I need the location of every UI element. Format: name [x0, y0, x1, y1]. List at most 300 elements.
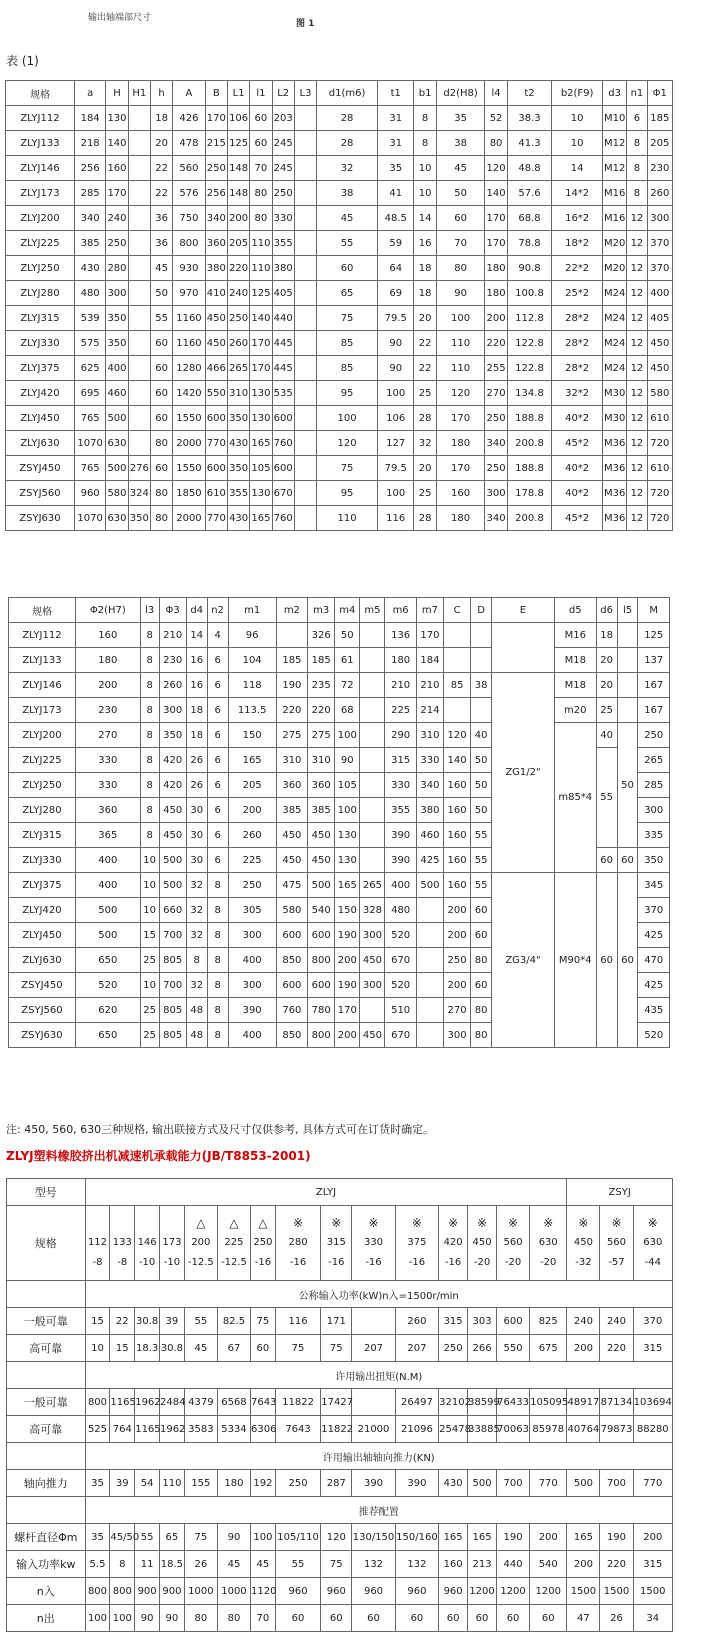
row-label: 一般可靠: [7, 1308, 86, 1335]
table-cell: [352, 1308, 395, 1335]
column-header: m1: [228, 598, 276, 623]
table-cell: 110: [160, 1470, 185, 1497]
table-cell: 207: [352, 1335, 395, 1362]
spec-size: 450: [573, 1237, 593, 1248]
table-cell: 165: [250, 431, 272, 456]
table-cell: 120: [317, 431, 378, 456]
table-cell: 450: [159, 823, 186, 848]
table-cell: 300: [228, 923, 276, 948]
row-label: ZLYJ250: [9, 773, 76, 798]
table-cell: 250: [638, 723, 670, 748]
row-label: n入: [7, 1578, 86, 1605]
table-cell: 200: [444, 898, 471, 923]
spec-ratio: -10: [163, 1257, 181, 1268]
table-cell: 130: [106, 106, 128, 131]
table-cell: 12: [627, 481, 647, 506]
table-cell: 520: [385, 973, 416, 998]
table-cell: 60: [150, 331, 172, 356]
table-cell: 220: [276, 698, 307, 723]
table-cell: 25478: [439, 1416, 468, 1443]
table-cell: 700: [600, 1470, 633, 1497]
table-cell: 276: [128, 456, 150, 481]
table-cell: 310: [276, 748, 307, 773]
table-cell: 470: [638, 948, 670, 973]
table-cell: 600: [308, 973, 335, 998]
table-cell: 50: [335, 623, 360, 648]
table-cell: 265: [227, 356, 249, 381]
table-cell: 260: [395, 1308, 438, 1335]
table-cell: [294, 231, 316, 256]
table-cell: 450: [308, 823, 335, 848]
column-header: n1: [627, 81, 647, 106]
spec-cell: [85, 1206, 110, 1281]
table-row: [6, 506, 673, 531]
table-cell: [444, 698, 471, 723]
spec-cell: [275, 1206, 320, 1281]
table-cell: 6: [207, 773, 228, 798]
table-cell: 22: [110, 1308, 135, 1335]
table-cell: 185: [308, 648, 335, 673]
table-cell: 8: [414, 106, 436, 131]
table-cell: 21096: [395, 1416, 438, 1443]
figure-label: 图 1: [296, 19, 315, 29]
table-cell: 500: [159, 848, 186, 873]
table-cell: 5.5: [85, 1551, 110, 1578]
table-cell: 61: [335, 648, 360, 673]
row-label: 输入功率kw: [7, 1551, 86, 1578]
table-cell: 12: [627, 506, 647, 531]
table-cell: 365: [75, 823, 140, 848]
capacity-table-title: ZLYJ塑料橡胶挤出机减速机承载能力(JB/T8853-2001): [6, 1149, 311, 1163]
table-cell: 25*2: [552, 281, 603, 306]
spec-cell: [184, 1206, 217, 1281]
table-cell: 1200: [468, 1578, 497, 1605]
table-cell: 1200: [497, 1578, 530, 1605]
table-cell: 200: [530, 1524, 567, 1551]
table-cell: 305: [228, 898, 276, 923]
table-cell: 800: [85, 1578, 110, 1605]
table-cell: M24: [602, 281, 626, 306]
table-cell: 136: [385, 623, 416, 648]
table-cell: 610: [205, 481, 227, 506]
table-cell: 315: [633, 1551, 672, 1578]
table-cell: 167: [638, 673, 670, 698]
table-cell: [360, 673, 385, 698]
table-cell: 76433: [497, 1389, 530, 1416]
table-cell: 600: [205, 406, 227, 431]
table-cell: 445: [272, 356, 294, 381]
table-cell: 12: [627, 306, 647, 331]
table-cell: 79.5: [377, 306, 413, 331]
figure-caption: 输出轴端部尺寸: [88, 13, 152, 23]
column-header: l5: [617, 598, 638, 623]
table-cell: 25: [140, 998, 159, 1023]
table-cell: 460: [106, 381, 128, 406]
table-cell: 770: [205, 506, 227, 531]
spec-cell: [497, 1206, 530, 1281]
column-header: d4: [186, 598, 207, 623]
table-cell: 38.3: [507, 106, 552, 131]
model-row: [7, 1179, 673, 1206]
table-cell: 36: [150, 231, 172, 256]
table-cell: 450: [159, 798, 186, 823]
table-cell: 32: [186, 973, 207, 998]
table-cell: 1420: [173, 381, 205, 406]
table-cell: 16*2: [552, 206, 603, 231]
table-row: [7, 1578, 673, 1605]
section-title: 公称输入功率(kW)n入=1500r/min: [85, 1281, 672, 1308]
table-cell: 100: [250, 1524, 275, 1551]
table-cell: 170: [485, 231, 507, 256]
table-cell: 970: [173, 281, 205, 306]
column-header: m6: [385, 598, 416, 623]
table-cell: 720: [647, 506, 672, 531]
table-cell: M30: [602, 406, 626, 431]
table-cell: 600: [276, 973, 307, 998]
table-cell: 100: [377, 381, 413, 406]
table-cell: 170: [205, 106, 227, 131]
table-cell: [294, 106, 316, 131]
table-cell: 20: [596, 648, 617, 673]
table-cell: 148: [227, 181, 249, 206]
table-cell: 130: [250, 481, 272, 506]
spec-cell: [468, 1206, 497, 1281]
table-cell: 850: [276, 1023, 307, 1048]
spec-size: 560: [606, 1237, 627, 1248]
table-cell: 60: [471, 898, 492, 923]
row-label: ZLYJ330: [6, 331, 75, 356]
table-cell: 68.8: [507, 206, 552, 231]
table-cell: 600: [308, 923, 335, 948]
table-cell: 300: [647, 206, 672, 231]
table-cell: 1280: [173, 356, 205, 381]
table-cell: 160: [439, 1551, 468, 1578]
column-header: l1: [250, 81, 272, 106]
table-cell: 45: [217, 1551, 250, 1578]
row-label: 高可靠: [7, 1335, 86, 1362]
table-cell: 6306: [250, 1416, 275, 1443]
table-cell: 22*2: [552, 256, 603, 281]
table-cell: 14*2: [552, 181, 603, 206]
table-cell: 900: [160, 1578, 185, 1605]
table-cell: 35: [85, 1470, 110, 1497]
table-cell: 770: [633, 1470, 672, 1497]
row-label: ZSYJ450: [6, 456, 75, 481]
table-cell: 8: [207, 1023, 228, 1048]
table-cell: 28*2: [552, 331, 603, 356]
spec-cell: [250, 1206, 275, 1281]
table-cell: 535: [272, 381, 294, 406]
table-cell: 300: [360, 973, 385, 998]
table-cell: 40*2: [552, 406, 603, 431]
table-cell: [416, 948, 443, 973]
spec-marker: ※: [331, 1216, 342, 1230]
table-cell: 6: [207, 823, 228, 848]
table-cell: 245: [272, 131, 294, 156]
table-cell: 330: [416, 748, 443, 773]
table-cell: 500: [75, 923, 140, 948]
table-cell: [471, 698, 492, 723]
table-cell: 60: [471, 973, 492, 998]
table-cell: 120: [436, 381, 485, 406]
table-cell: [471, 648, 492, 673]
table-cell: 60: [150, 356, 172, 381]
merged-cell: 60: [617, 873, 638, 1048]
table-cell: 48: [186, 998, 207, 1023]
table-row: [6, 256, 673, 281]
spec-marker: ※: [578, 1216, 589, 1230]
table-cell: 60: [497, 1605, 530, 1632]
table-cell: 150: [228, 723, 276, 748]
table-cell: [360, 648, 385, 673]
table-cell: 760: [272, 506, 294, 531]
table-cell: 180: [436, 506, 485, 531]
spec-marker: [135, 1213, 159, 1233]
table-cell: 55: [184, 1308, 217, 1335]
table-cell: 45/50: [110, 1524, 135, 1551]
table-cell: [444, 648, 471, 673]
table-cell: 16: [186, 673, 207, 698]
table-cell: 214: [416, 698, 443, 723]
table-cell: 805: [159, 948, 186, 973]
table-row: [9, 648, 670, 673]
table-cell: 1070: [74, 431, 105, 456]
table-cell: 550: [205, 381, 227, 406]
spec-ratio: -10: [138, 1257, 156, 1268]
table-cell: 360: [205, 231, 227, 256]
table-cell: [360, 773, 385, 798]
table-cell: 670: [385, 1023, 416, 1048]
table-cell: 160: [106, 156, 128, 181]
table-cell: 2484: [160, 1389, 185, 1416]
table-cell: 450: [360, 948, 385, 973]
table-cell: 12: [627, 406, 647, 431]
table-cell: [128, 256, 150, 281]
table-cell: 127: [377, 431, 413, 456]
table-cell: 170: [250, 356, 272, 381]
table-cell: 88280: [633, 1416, 672, 1443]
table-cell: 660: [159, 898, 186, 923]
column-header: a: [74, 81, 105, 106]
table-cell: 180: [485, 281, 507, 306]
table-cell: 760: [272, 431, 294, 456]
table-cell: 600: [272, 406, 294, 431]
table-cell: [128, 356, 150, 381]
table-cell: 1165: [135, 1416, 160, 1443]
spec-marker: [86, 1213, 110, 1233]
table-cell: 10: [140, 848, 159, 873]
spec-size: 330: [363, 1237, 384, 1248]
table-cell: 450: [276, 848, 307, 873]
table-cell: 500: [159, 873, 186, 898]
table-cell: [128, 206, 150, 231]
table-cell: 25: [414, 481, 436, 506]
table-cell: 180: [436, 431, 485, 456]
table-cell: 87134: [600, 1389, 633, 1416]
table-cell: 32: [414, 431, 436, 456]
table-cell: 18: [596, 623, 617, 648]
table-cell: 12: [627, 456, 647, 481]
row-label: ZLYJ112: [9, 623, 76, 648]
table-cell: 41: [377, 181, 413, 206]
table-cell: 380: [416, 798, 443, 823]
table-cell: 26: [184, 1551, 217, 1578]
row-label: ZLYJ225: [6, 231, 75, 256]
table-cell: 35: [85, 1524, 110, 1551]
table-cell: 33885: [468, 1416, 497, 1443]
table-cell: 80: [471, 948, 492, 973]
table-cell: 50: [471, 773, 492, 798]
table-cell: 330: [75, 773, 140, 798]
table-cell: 31: [377, 106, 413, 131]
table-cell: 500: [75, 898, 140, 923]
table-cell: 200.8: [507, 506, 552, 531]
table-cell: 520: [75, 973, 140, 998]
table-cell: M36: [602, 456, 626, 481]
table-cell: 630: [106, 506, 128, 531]
column-header: m5: [360, 598, 385, 623]
table-cell: 8: [207, 973, 228, 998]
table-cell: 5334: [217, 1416, 250, 1443]
table-cell: 12: [627, 331, 647, 356]
table-cell: 370: [638, 898, 670, 923]
table-cell: 765: [74, 406, 105, 431]
table-cell: 960: [395, 1578, 438, 1605]
table-cell: 16: [186, 648, 207, 673]
merged-cell: m85*4: [554, 723, 596, 873]
table-cell: 55: [275, 1551, 320, 1578]
table-cell: 8: [207, 873, 228, 898]
spec-ratio: -16: [408, 1257, 426, 1268]
table-cell: 113.5: [228, 698, 276, 723]
table-cell: 250: [485, 406, 507, 431]
table-cell: 120: [321, 1524, 352, 1551]
table-cell: 22: [150, 181, 172, 206]
row-label: ZLYJ330: [9, 848, 76, 873]
spec-cell: [439, 1206, 468, 1281]
table-cell: 18: [414, 256, 436, 281]
table-cell: 45: [250, 1551, 275, 1578]
group-header-zlyj: ZLYJ: [85, 1179, 567, 1206]
table-cell: 40764: [567, 1416, 600, 1443]
table-cell: 190: [335, 923, 360, 948]
table1-title: 表 (1): [6, 54, 39, 68]
table-cell: M36: [602, 506, 626, 531]
table-cell: 7643: [275, 1416, 320, 1443]
table-cell: 256: [205, 181, 227, 206]
table-cell: 220: [308, 698, 335, 723]
table-cell: 450: [205, 331, 227, 356]
table-cell: 85978: [530, 1416, 567, 1443]
table-cell: M20: [602, 256, 626, 281]
column-header: Φ3: [159, 598, 186, 623]
table-cell: 26: [186, 773, 207, 798]
table-cell: 39: [110, 1470, 135, 1497]
table-cell: 170: [485, 206, 507, 231]
table-cell: 65: [317, 281, 378, 306]
table-cell: [352, 1389, 395, 1416]
table-cell: 450: [205, 306, 227, 331]
row-label: ZLYJ420: [6, 381, 75, 406]
table-cell: 825: [530, 1308, 567, 1335]
column-header: H: [106, 81, 128, 106]
table-cell: 240: [600, 1308, 633, 1335]
table-cell: 12: [627, 356, 647, 381]
table-header-row: [9, 598, 670, 623]
spec-cell: [321, 1206, 352, 1281]
table-cell: 105/110: [275, 1524, 320, 1551]
table-cell: [416, 1023, 443, 1048]
table-cell: 59: [377, 231, 413, 256]
section-title: 许用输出扭矩(N.M): [85, 1362, 672, 1389]
row-label: ZLYJ173: [6, 181, 75, 206]
section-spacer: [7, 1443, 86, 1470]
spec-cell: [633, 1206, 672, 1281]
table-cell: 54: [135, 1470, 160, 1497]
spec-size: 420: [443, 1237, 463, 1248]
table-cell: 250: [227, 306, 249, 331]
table-cell: 800: [308, 1023, 335, 1048]
spec-ratio: -8: [117, 1257, 128, 1268]
column-header: d1(m6): [317, 81, 378, 106]
table-cell: 700: [159, 923, 186, 948]
table-cell: M24: [602, 306, 626, 331]
table-cell: 75: [184, 1524, 217, 1551]
table-cell: 7643: [250, 1389, 275, 1416]
table-cell: 400: [647, 281, 672, 306]
table-cell: 60: [321, 1605, 352, 1632]
table-cell: 100: [85, 1605, 110, 1632]
table-cell: 770: [205, 431, 227, 456]
spec-cell: [135, 1206, 160, 1281]
row-label: n出: [7, 1605, 86, 1632]
table-cell: 8: [627, 156, 647, 181]
spec-ratio: -57: [608, 1257, 625, 1268]
table-cell: 8: [140, 723, 159, 748]
column-header: m2: [276, 598, 307, 623]
table-cell: 225: [228, 848, 276, 873]
table-cell: 1000: [184, 1578, 217, 1605]
spec-marker: ※: [411, 1216, 422, 1230]
table-cell: 103694: [633, 1389, 672, 1416]
table-cell: 400: [228, 948, 276, 973]
table-cell: 140: [250, 306, 272, 331]
table-cell: 25: [140, 1023, 159, 1048]
table-row: [7, 1416, 673, 1443]
table-cell: 340: [485, 506, 507, 531]
table-cell: 390: [385, 848, 416, 873]
table-cell: 1070: [74, 506, 105, 531]
table-cell: 104: [228, 648, 276, 673]
table-cell: 1500: [567, 1578, 600, 1605]
column-header: n2: [207, 598, 228, 623]
table-cell: 625: [74, 356, 105, 381]
table-cell: 6: [627, 106, 647, 131]
table-cell: 435: [638, 998, 670, 1023]
spec-size: 375: [407, 1237, 427, 1248]
table-cell: 350: [128, 506, 150, 531]
table-cell: 380: [205, 256, 227, 281]
table-cell: 180: [217, 1470, 250, 1497]
table-cell: 670: [272, 481, 294, 506]
table-cell: [294, 131, 316, 156]
table-cell: 580: [647, 381, 672, 406]
table-cell: 65: [160, 1524, 185, 1551]
table-row: [6, 131, 673, 156]
table-cell: 303: [468, 1308, 497, 1335]
table-cell: 190: [335, 973, 360, 998]
table-cell: 118: [228, 673, 276, 698]
